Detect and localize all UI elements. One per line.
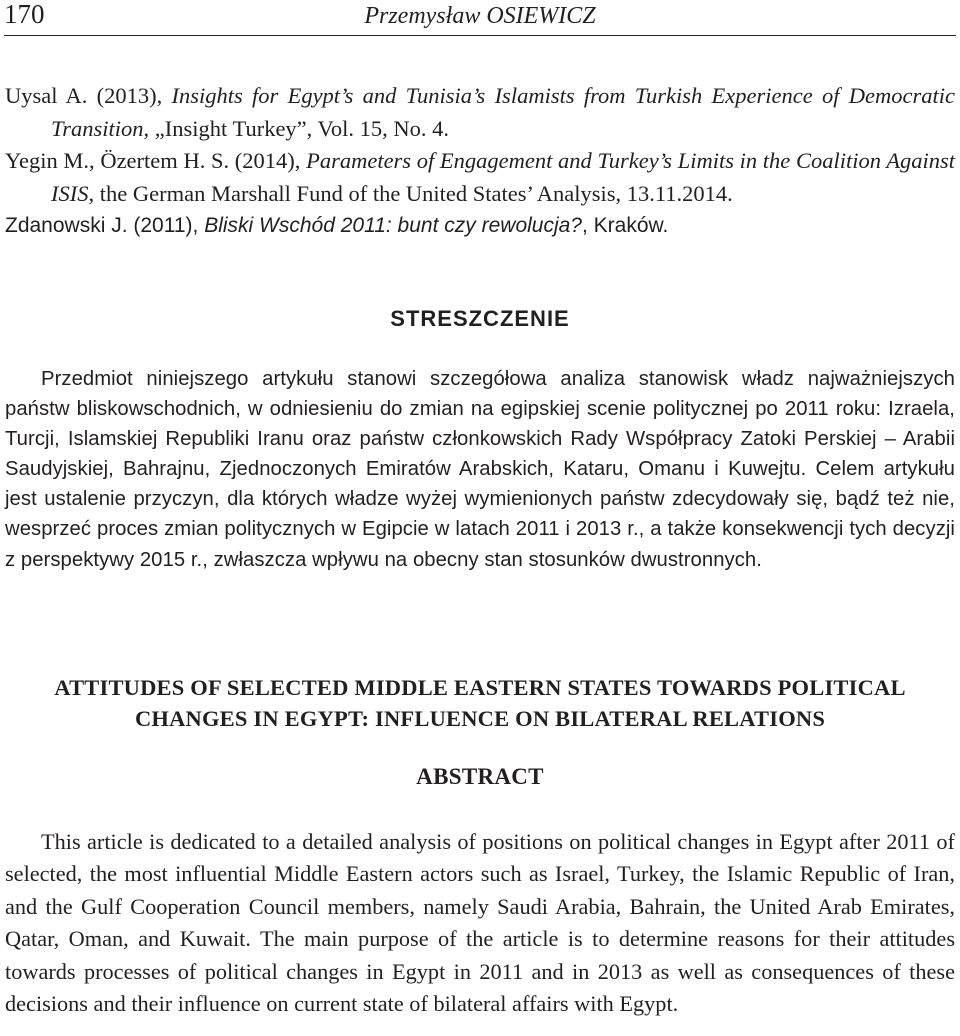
references-list xyxy=(5,80,955,243)
reference-authors: Uysal A. (2013), xyxy=(5,83,163,108)
streszczenie-heading: STRESZCZENIE xyxy=(390,306,570,331)
reference-title: Insights for Egypt’s and Tunisia’s Islamists from Turkish Experience of Democratic Transition xyxy=(51,83,955,141)
streszczenie-paragraph: Przedmiot niniejszego artykułu stanowi szczegółowa analiza stanowisk władz najważniejszych państw bliskowschodnich, w odniesieniu do zmian na egipskiej scenie politycznej po 2011 roku: Izraela, Turcji, Islamskiej Republiki Iranu oraz państw członkowskich Rady Współpracy Zatoki Perskiej – Arabii Saudyjskiej, Bahrajnu, Zjednoczonych Emiratów Arabskich, Kataru, Omanu i Kuwejtu. Celem artykułu jest ustalenie przyczyn, dla których władze wyżej wymienionych państw zdecydowały się, bądź też nie, wesprzeć proces zmian politycznych w Egipcie w latach 2011 i 2013 r., a także konsekwencji tych decyzji z perspektywy 2015 r., zwłaszcza wpływu na obecny stan stosunków dwustronnych. xyxy=(5,368,955,571)
abstract-paragraph: This article is dedicated to a detailed analysis of positions on political changes in Egypt after 2011 of selected, the most influential Middle Eastern actors such as Israel, Turkey, the Islamic Republic of Iran, and the Gulf Cooperation Council members, namely Saudi Arabia, Bahrain, the United Arab Emirates, Qatar, Oman, and Kuwait. The main purpose of the article is to determine reasons for their attitudes towards processes of political changes in Egypt in 2011 and in 2013 as well as consequences of these decisions and their influence on current state of bilateral affairs with Egypt. xyxy=(5,829,955,1017)
reference-details: , the German Marshall Fund of the United States’ Analysis, 13.11.2014. xyxy=(88,180,733,206)
page-number: 170 xyxy=(4,0,45,29)
reference-authors: Zdanowski J. (2011), xyxy=(5,214,199,237)
reference-details: , „Insight Turkey”, Vol. 15, No. 4. xyxy=(143,115,449,141)
running-header xyxy=(4,0,956,36)
english-title-line-1: ATTITUDES OF SELECTED MIDDLE EASTERN STATES TOWARDS POLITICAL xyxy=(54,675,906,700)
reference-item xyxy=(5,210,955,243)
reference-authors: Yegin M., Özertem H. S. (2014), xyxy=(5,148,301,173)
reference-title: Bliski Wschód 2011: bunt czy rewolucja? xyxy=(204,214,582,237)
reference-item xyxy=(5,145,955,210)
reference-title: Parameters of Engagement and Turkey’s Limits in the Coalition Against ISIS xyxy=(51,148,955,206)
running-author: Przemysław OSIEWICZ xyxy=(364,3,596,29)
reference-item xyxy=(5,80,955,145)
english-title-line-2: CHANGES IN EGYPT: INFLUENCE ON BILATERAL RELATIONS xyxy=(134,706,826,731)
reference-details: , Kraków. xyxy=(582,214,669,237)
abstract-heading: ABSTRACT xyxy=(416,764,544,789)
english-article-title xyxy=(0,672,960,734)
